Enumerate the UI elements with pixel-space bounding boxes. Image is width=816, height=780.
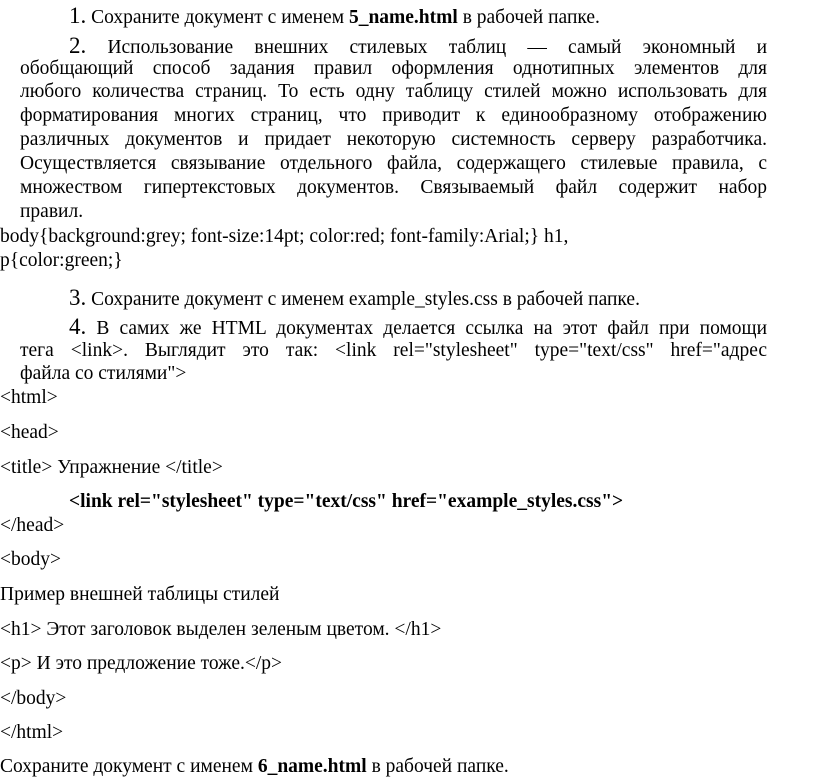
step-2-line-3: любого количества страниц. То есть одну таблицу стилей можно использовать для — [20, 81, 767, 102]
step-2-line-4: форматирования многих страниц, что приводит к единообразному отображению — [20, 105, 767, 126]
css-code-line-2: p{color:green;} — [0, 250, 123, 271]
code-html-open: <html> — [0, 387, 58, 408]
step-4-line-1 — [69, 315, 767, 339]
final-instruction — [0, 755, 509, 779]
code-example-text: Пример внешней таблицы стилей — [0, 584, 280, 605]
step-1-pre: Сохраните документ с именем — [91, 7, 349, 28]
step-2-number: 2. — [69, 34, 87, 58]
step-2-line-5: различных документов и придает некоторую системность серверу разработчика. — [20, 129, 767, 150]
css-code-line-1: body{background:grey; font-size:14pt; color:red; font-family:Arial;} h1, — [0, 226, 569, 247]
final-filename: 6_name.html — [257, 756, 367, 777]
code-body-close: </body> — [0, 688, 67, 709]
step-3-text: Сохраните документ с именем example_styles.css в рабочей папке. — [91, 289, 640, 310]
step-4-line-3: файла со стилями"> — [20, 363, 187, 384]
step-2-line-6: Осуществляется связывание отдельного файла, содержащего стилевые правила, с — [20, 153, 767, 174]
code-head-open: <head> — [0, 422, 59, 443]
code-p: <p> И это предложение тоже.</p> — [0, 653, 283, 674]
step-2-line-1-text: Использование внешних стилевых таблиц — самый экономный и — [107, 37, 767, 58]
final-post: в рабочей папке. — [366, 756, 509, 777]
step-2-line-8: правил. — [20, 201, 84, 222]
step-1-post: в рабочей папке. — [457, 7, 600, 28]
step-1-number: 1. — [69, 3, 87, 28]
step-2-line-1 — [69, 34, 767, 58]
step-2-line-7: множеством гипертекстовых документов. Связываемый файл содержит набор — [20, 177, 767, 198]
step-4-number: 4. — [69, 315, 87, 339]
code-html-close: </html> — [0, 722, 64, 743]
step-4-line-2: тега <link>. Выглядит это так: <link rel="stylesheet" type="text/css" href="адрес — [20, 340, 767, 361]
code-head-close: </head> — [0, 515, 65, 536]
code-h1: <h1> Этот заголовок выделен зеленым цветом. </h1> — [0, 619, 442, 640]
code-link: <link rel="stylesheet" type="text/css" href="example_styles.css"> — [69, 491, 624, 512]
code-body-open: <body> — [0, 549, 61, 570]
step-3 — [69, 286, 640, 312]
final-pre: Сохраните документ с именем — [0, 756, 258, 777]
step-1 — [69, 4, 600, 30]
step-2-line-2: обобщающий способ задания правил оформления однотипных элементов для — [20, 58, 767, 79]
code-title: <title> Упражнение </title> — [0, 457, 223, 478]
step-1-filename: 5_name.html — [348, 7, 458, 28]
step-3-number: 3. — [69, 285, 87, 310]
step-4-line-1-text: В самих же HTML документах делается ссылка на этот файл при помощи — [96, 318, 767, 339]
